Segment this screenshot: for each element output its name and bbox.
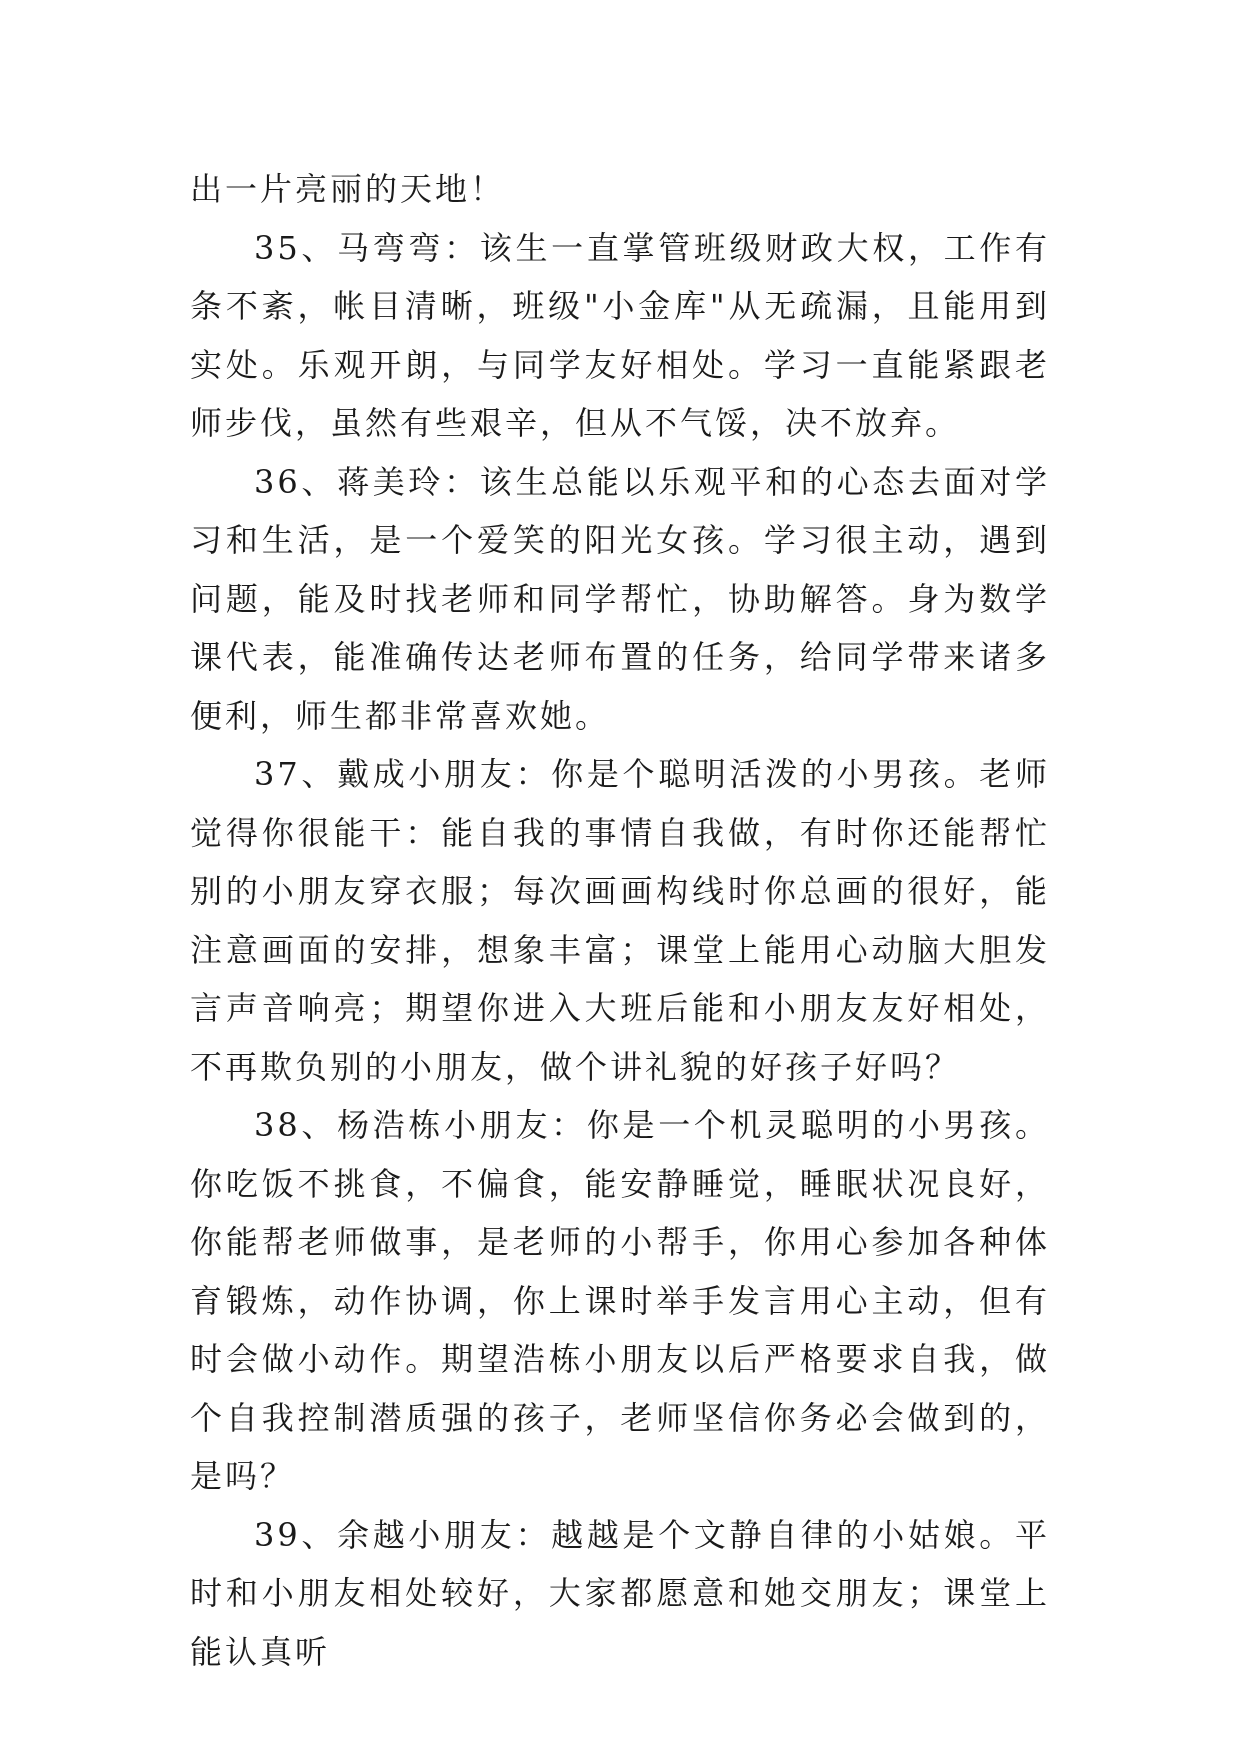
paragraph-item-35: 35、马弯弯：该生一直掌管班级财政大权，工作有条不紊，帐目清晰，班级"小金库"从无疏漏，且能用到实处。乐观开朗，与同学友好相处。学习一直能紧跟老师步伐，虽然有些艰辛，但从不气馁，决不放弃。 [190, 228, 1050, 442]
paragraph-continuation: 出一片亮丽的天地！ [190, 170, 506, 208]
paragraph-item-37: 37、戴成小朋友：你是个聪明活泼的小男孩。老师觉得你很能干：能自我的事情自我做，有时你还能帮忙别的小朋友穿衣服；每次画画构线时你总画的很好，能注意画面的安排，想象丰富；课堂上能用心动脑大胆发言声音响亮；期望你进入大班后能和小朋友友好相处，不再欺负别的小朋友，做个讲礼貌的好孩子好吗？ [190, 755, 1050, 1086]
paragraph-item-36: 36、蒋美玲：该生总能以乐观平和的心态去面对学习和生活，是一个爱笑的阳光女孩。学习很主动，遇到问题，能及时找老师和同学帮忙，协助解答。身为数学课代表，能准确传达老师布置的任务，给同学带来诸多便利，师生都非常喜欢她。 [190, 462, 1050, 735]
paragraph-item-39: 39、余越小朋友：越越是个文静自律的小姑娘。平时和小朋友相处较好，大家都愿意和她交朋友；课堂上能认真听 [190, 1515, 1050, 1671]
paragraph-item-38: 38、杨浩栋小朋友：你是一个机灵聪明的小男孩。你吃饭不挑食，不偏食，能安静睡觉，睡眠状况良好，你能帮老师做事，是老师的小帮手，你用心参加各种体育锻炼，动作协调，你上课时举手发言用心主动，但有时会做小动作。期望浩栋小朋友以后严格要求自我，做个自我控制潜质强的孩子，老师坚信你务必会做到的，是吗？ [190, 1106, 1050, 1495]
document-body [190, 160, 1050, 1681]
